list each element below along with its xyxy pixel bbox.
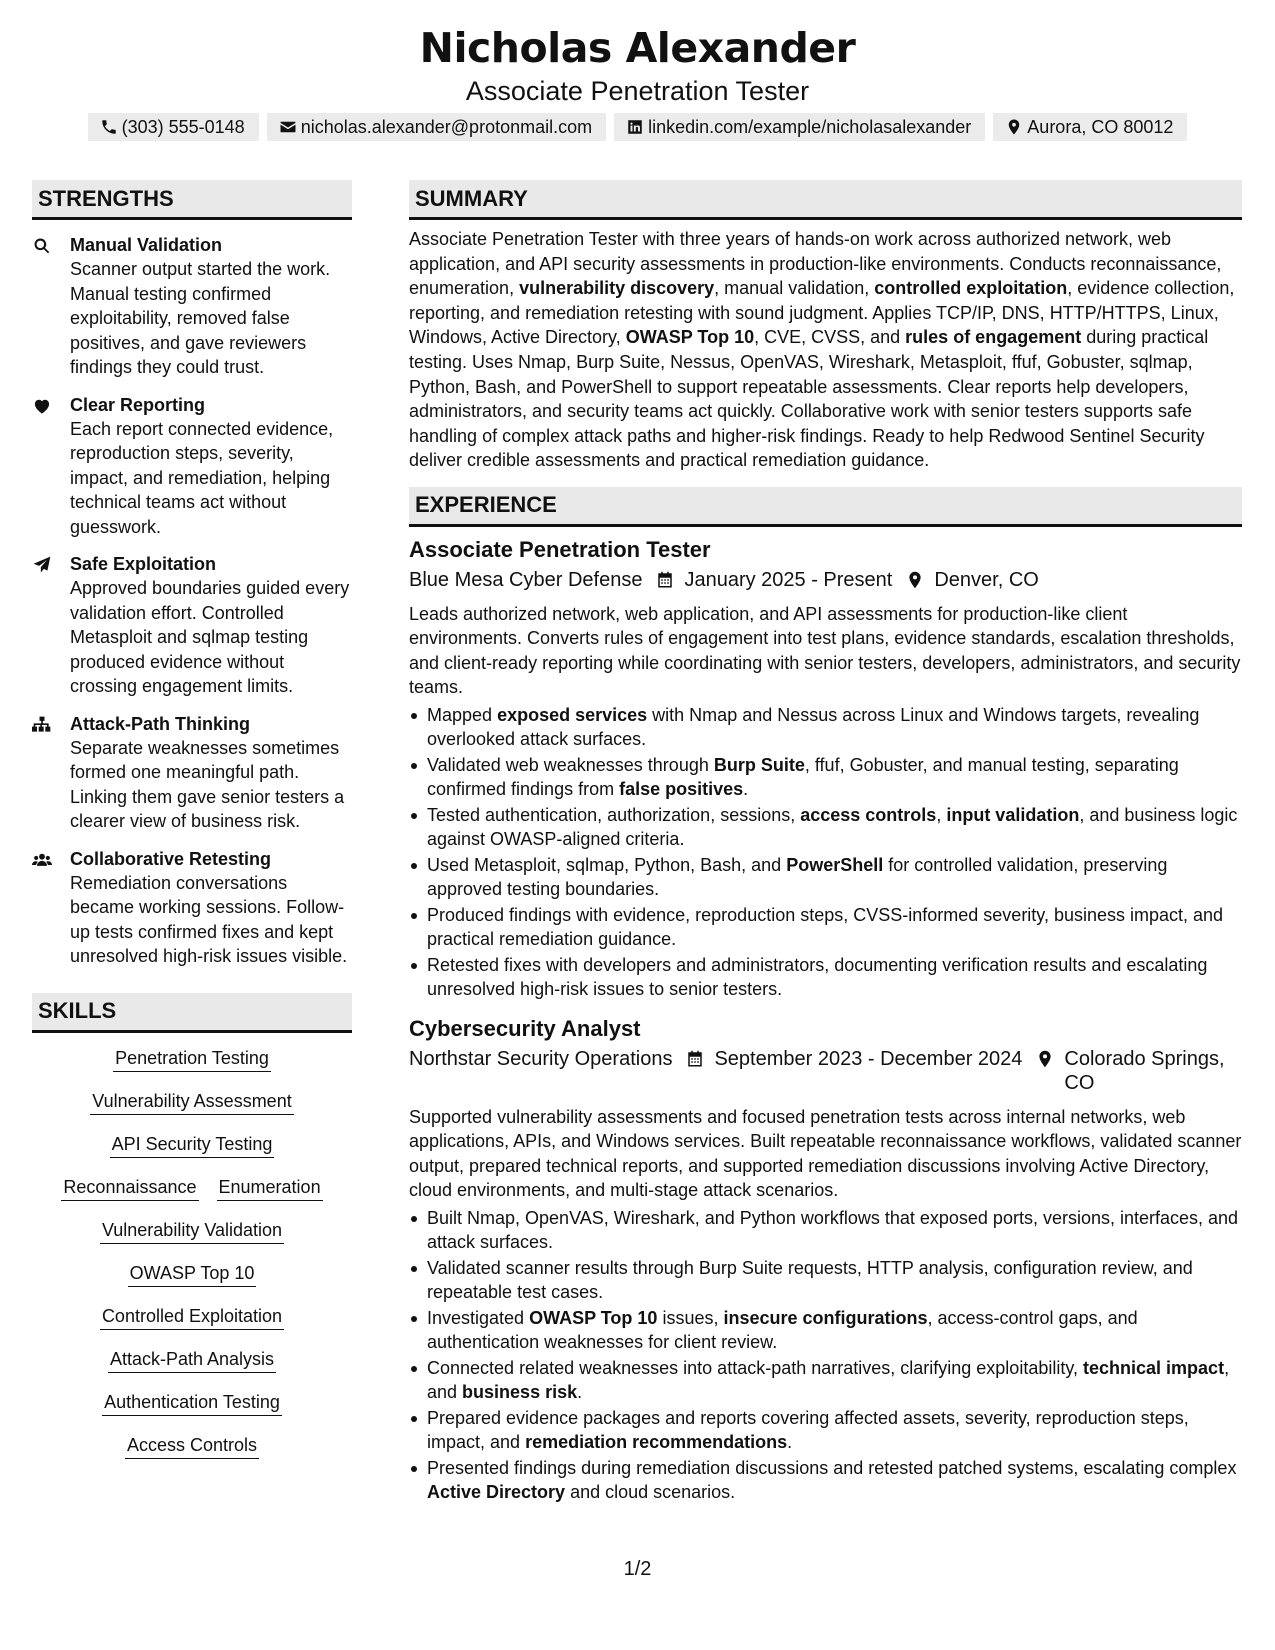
job-bullet: Built Nmap, OpenVAS, Wireshark, and Python workflows that exposed ports, versions, interfaces, and attack surfaces. [409,1206,1242,1255]
contact-phone-text: (303) 555-0148 [121,116,245,137]
strength-item [32,552,352,699]
strength-item [32,712,352,834]
resume-header [0,22,1275,108]
strength-desc: Separate weaknesses sometimes formed one meaningful path. Linking them gave senior testers a clearer view of business risk. [70,737,345,831]
candidate-name: Nicholas Alexander [419,24,856,72]
job-meta [409,568,1242,592]
skill-tag: OWASP Top 10 [128,1262,257,1287]
summary-heading: SUMMARY [409,180,1242,220]
skill-tag: Vulnerability Validation [100,1219,284,1244]
emphasis-text: false positives [619,779,744,800]
job-meta [409,1047,1242,1095]
strength-item [32,847,352,969]
experience-heading: EXPERIENCE [409,487,1242,527]
job-location: Colorado Springs, CO [1064,1047,1225,1094]
emphasis-text: input validation [946,804,1080,825]
left-column [32,180,352,1477]
job-bullets [409,703,1242,1002]
users-icon [32,850,52,870]
job-bullet: Retested fixes with developers and administrators, documenting verification results and escalating unresolved high-risk issues to senior testers. [409,953,1242,1002]
strength-desc: Scanner output started the work. Manual testing confirmed exploitability, removed false positives, and gave reviewers findings they could trust. [70,259,331,377]
contact-email[interactable] [267,113,606,141]
job-entry [409,1014,1242,1505]
strength-title: Attack-Path Thinking [70,713,251,734]
emphasis-text: access controls [800,804,937,825]
paper-plane-icon [32,555,52,575]
emphasis-text: business risk [462,1382,578,1403]
job-bullet: Validated scanner results through Burp Suite requests, HTTP analysis, configuration review, and repeatable test cases. [409,1256,1242,1305]
job-bullets [409,1206,1242,1505]
emphasis-text: PowerShell [786,854,884,875]
emphasis-text: Active Directory [427,1482,566,1503]
job-bullet: Prepared evidence packages and reports covering affected assets, severity, reproduction steps, impact, and remediation recommendations. [409,1406,1242,1455]
strengths-heading: STRENGTHS [32,180,352,220]
job-bullet: Produced findings with evidence, reproduction steps, CVSS-informed severity, business impact, and practical remediation guidance. [409,903,1242,952]
contact-linkedin-text: linkedin.com/example/nicholasalexander [648,116,972,137]
strength-desc: Remediation conversations became working sessions. Follow-up tests confirmed fixes and kept unresolved high-risk issues visible. [70,872,348,966]
job-bullet: Connected related weaknesses into attack-path narratives, clarifying exploitability, technical impact, and business risk. [409,1356,1242,1405]
skill-tag: Controlled Exploitation [100,1305,284,1330]
job-dates: January 2025 - Present [684,568,893,591]
job-dates: September 2023 - December 2024 [714,1047,1023,1070]
strength-item [32,233,352,380]
job-title: Associate Penetration Tester [409,536,711,562]
calendar-icon [656,570,674,590]
strength-title: Safe Exploitation [70,554,217,574]
emphasis-text: insecure configurations [723,1307,928,1328]
skill-tag: Access Controls [125,1434,259,1459]
page-number: 1/2 [623,1558,652,1580]
skill-tag: Enumeration [217,1176,323,1201]
emphasis-text: remediation recommendations [525,1432,788,1453]
emphasis-text: vulnerability discovery [519,278,715,299]
right-column [409,180,1242,1506]
map-pin-icon [1005,118,1023,136]
skill-tag: Penetration Testing [113,1047,271,1072]
phone-icon [100,118,118,136]
skill-tag: Authentication Testing [102,1391,282,1416]
calendar-icon [686,1049,704,1069]
job-bullet: Presented findings during remediation discussions and retested patched systems, escalating complex Active Directory and cloud scenarios. [409,1456,1242,1505]
strength-title: Clear Reporting [70,394,206,415]
skills-heading: SKILLS [32,993,352,1033]
job-bullet: Investigated OWASP Top 10 issues, insecure configurations, access-control gaps, and authentication weaknesses for client review. [409,1306,1242,1355]
job-bullet: Used Metasploit, sqlmap, Python, Bash, and PowerShell for controlled validation, preserving approved testing boundaries. [409,853,1242,902]
contact-location [993,113,1187,141]
skill-tag: API Security Testing [110,1133,275,1158]
job-bullet: Tested authentication, authorization, sessions, access controls, input validation, and business logic against OWASP-aligned criteria. [409,803,1242,852]
job-title: Cybersecurity Analyst [409,1015,641,1041]
strength-desc: Approved boundaries guided every validation effort. Controlled Metasploit and sqlmap testing produced evidence without crossing engagement limits. [70,578,350,696]
contact-phone[interactable] [88,113,259,141]
emphasis-text: OWASP Top 10 [529,1307,658,1328]
candidate-title: Associate Penetration Tester [465,76,810,106]
strength-item [32,393,352,540]
map-pin-icon [906,570,924,590]
contact-email-text: nicholas.alexander@protonmail.com [300,116,593,137]
strength-title: Manual Validation [70,235,223,255]
emphasis-text: OWASP Top 10 [625,327,755,348]
emphasis-text: controlled exploitation [874,278,1068,299]
contact-bar [0,113,1275,141]
strength-desc: Each report connected evidence, reproduction steps, severity, impact, and remediation, helping technical teams act without guesswork. [70,418,334,537]
job-company: Northstar Security Operations [409,1047,673,1070]
map-pin-icon [1036,1049,1054,1069]
skill-tag: Attack-Path Analysis [108,1348,276,1373]
sitemap-icon [32,715,52,735]
heart-icon [32,396,52,416]
job-entry [409,535,1242,1002]
emphasis-text: Burp Suite [713,754,805,775]
emphasis-text: technical impact [1083,1357,1225,1378]
skill-tag: Vulnerability Assessment [90,1090,293,1115]
skill-tag: Reconnaissance [61,1176,198,1201]
job-location: Denver, CO [934,568,1039,591]
envelope-icon [279,118,297,136]
contact-linkedin[interactable] [614,113,985,141]
linkedin-icon [626,118,644,136]
skills-list [32,1047,352,1477]
summary-text: Associate Penetration Tester with three years of hands-on work across authorized network, web application, and API security assessments in production-like environments. Conducts reconnaissance, enumeration, vulnerability discovery, manual validation, controlled exploitation, evidence collection, reporting, and remediation retesting with sound judgment. Applies TCP/IP, DNS, HTTP/HTTPS, Linux, Windows, Active Directory, OWASP Top 10, CVE, CVSS, and rules of engagement during practical testing. Uses Nmap, Burp Suite, Nessus, OpenVAS, Wireshark, Metasploit, ffuf, Gobuster, sqlmap, Python, Bash, and PowerShell to support repeatable assessments. Clear reports help developers, administrators, and security teams act quickly. Collaborative work with senior testers supports safe handling of complex attack paths and higher-risk findings. Ready to help Redwood Sentinel Security deliver credible assessments and practical remediation guidance. [409,229,1235,471]
emphasis-text: exposed services [497,704,648,725]
job-description: Supported vulnerability assessments and focused penetration tests across internal networks, web applications, APIs, and Windows services. Built repeatable reconnaissance workflows, validated scanner output, prepared technical reports, and supported remediation discussions involving Active Directory, cloud environments, and multi-stage attack scenarios. [409,1106,1242,1201]
job-bullet: Mapped exposed services with Nmap and Nessus across Linux and Windows targets, revealing overlooked attack surfaces. [409,703,1242,752]
emphasis-text: rules of engagement [905,327,1082,348]
job-bullet: Validated web weaknesses through Burp Suite, ffuf, Gobuster, and manual testing, separating confirmed findings from false positives. [409,753,1242,802]
strength-title: Collaborative Retesting [70,848,272,869]
magnifier-icon [32,236,52,256]
job-description: Leads authorized network, web application, and API assessments for production-like client environments. Converts rules of engagement into test plans, evidence standards, escalation thresholds, and client-ready reporting while coordinating with senior testers, developers, administrators, and security teams. [409,603,1241,698]
job-company: Blue Mesa Cyber Defense [409,568,643,591]
contact-location-text: Aurora, CO 80012 [1027,116,1174,137]
